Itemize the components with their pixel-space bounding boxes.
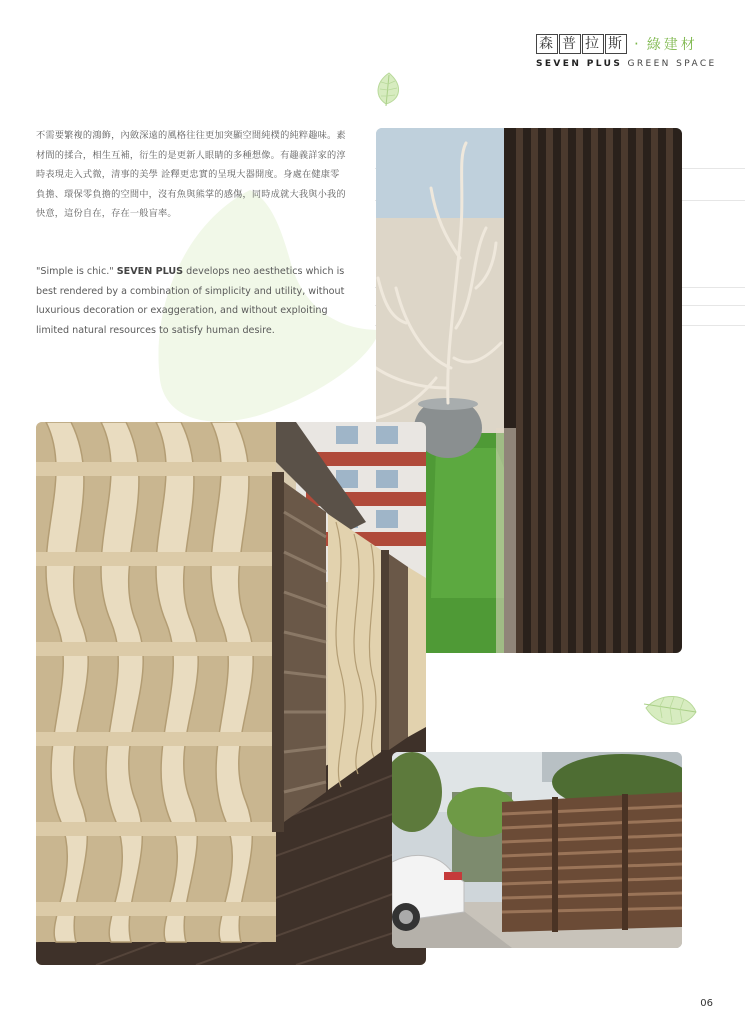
english-brand: SEVEN PLUS bbox=[116, 266, 184, 277]
brand-char: 普 bbox=[559, 34, 581, 54]
brand-en-bold: SEVEN PLUS bbox=[536, 59, 623, 69]
leaf-icon bbox=[642, 690, 700, 732]
photo-slat-enclosure-parking bbox=[392, 752, 682, 948]
brand-english-title bbox=[536, 59, 717, 69]
brand-char: 斯 bbox=[605, 34, 627, 54]
brand-separator: · bbox=[634, 35, 641, 53]
brand-chinese-title bbox=[536, 34, 698, 54]
brand-suffix: 綠建材 bbox=[646, 37, 698, 53]
brand-en-rest: GREEN SPACE bbox=[627, 59, 717, 69]
english-body: develops neo aesthetics which is best rendered by a combination of simplicity and utility, without luxurious decoration or exaggeration, and without exploiting limited natural resources to satisfy human desire. bbox=[36, 266, 345, 336]
photo-woven-lattice-fence bbox=[36, 422, 426, 965]
english-paragraph bbox=[36, 262, 352, 340]
leaf-icon bbox=[372, 70, 406, 110]
brand-char: 森 bbox=[536, 34, 558, 54]
brand-char: 拉 bbox=[582, 34, 604, 54]
chinese-paragraph: 不需要繁複的鴻飾，內斂深遠的風格往往更加突顯空間純樸的純粹趣味。素材間的揉合，相生互補，衍生的是更新人眼睛的多種想像。有趣義詳家的淳時表現走入式微，清事的美學 詮釋更忠實的呈現大器開度。身處在健康零負擔、環保零負擔的空間中，沒有魚與熊掌的感傷，同時成就大我與小我的快意，這份自在，存在一般盲率。 bbox=[36, 130, 346, 219]
page-number: 06 bbox=[700, 998, 713, 1009]
english-quote: "Simple is chic." bbox=[36, 266, 114, 277]
